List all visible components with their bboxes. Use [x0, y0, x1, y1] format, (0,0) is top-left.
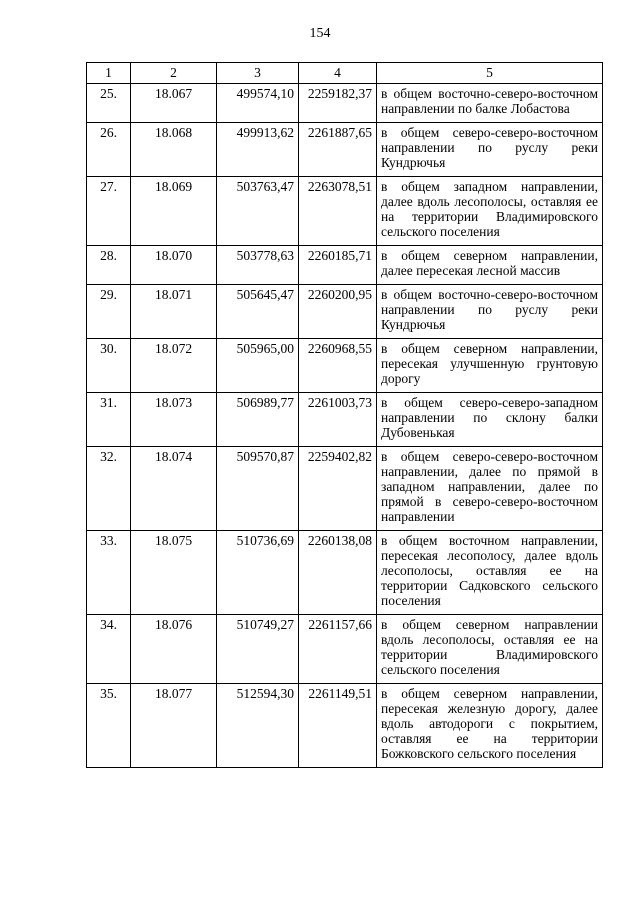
- table-row: [87, 84, 603, 123]
- table-row: [87, 447, 603, 531]
- coordinate-x-cell: 506989,77: [217, 393, 299, 447]
- coordinate-x-cell: 503778,63: [217, 246, 299, 285]
- table-row: [87, 285, 603, 339]
- boundary-description-cell: в общем восточном направлении, пересекая лесополосу, далее вдоль лесополосы, оставляя ее на территории Садковского сельского поселения: [377, 531, 603, 615]
- table-row: [87, 177, 603, 246]
- boundary-description-cell: в общем северо-северо-восточном направлении по руслу реки Кундрючья: [377, 123, 603, 177]
- coordinate-x-cell: 505645,47: [217, 285, 299, 339]
- header-col-2: 2: [131, 63, 217, 84]
- table-row: [87, 123, 603, 177]
- table-row: [87, 393, 603, 447]
- row-number-cell: 26.: [87, 123, 131, 177]
- boundary-description-cell: в общем северном направлении, далее пересекая лесной массив: [377, 246, 603, 285]
- coordinate-y-cell: 2260968,55: [299, 339, 377, 393]
- coordinate-y-cell: 2261149,51: [299, 684, 377, 768]
- boundary-description-cell: в общем северном направлении вдоль лесополосы, оставляя ее на территории Владимировского сельского поселения: [377, 615, 603, 684]
- coordinate-y-cell: 2263078,51: [299, 177, 377, 246]
- row-number-cell: 35.: [87, 684, 131, 768]
- coordinate-y-cell: 2259402,82: [299, 447, 377, 531]
- coordinate-y-cell: 2261157,66: [299, 615, 377, 684]
- coordinate-x-cell: 505965,00: [217, 339, 299, 393]
- table-body: [87, 84, 603, 768]
- point-code-cell: 18.075: [131, 531, 217, 615]
- coordinate-x-cell: 509570,87: [217, 447, 299, 531]
- table-row: [87, 615, 603, 684]
- boundary-description-cell: в общем северо-северо-западном направлении по склону балки Дубовенькая: [377, 393, 603, 447]
- coordinate-y-cell: 2259182,37: [299, 84, 377, 123]
- point-code-cell: 18.077: [131, 684, 217, 768]
- boundary-description-cell: в общем северном направлении, пересекая железную дорогу, далее вдоль автодороги с покрытием, оставляя ее на территории Божковского сельского поселения: [377, 684, 603, 768]
- table-row: [87, 339, 603, 393]
- point-code-cell: 18.073: [131, 393, 217, 447]
- table-row: [87, 531, 603, 615]
- row-number-cell: 32.: [87, 447, 131, 531]
- boundary-description-cell: в общем северо-северо-восточном направлении, далее по прямой в западном направлении, далее по прямой в северо-северо-восточном направлении: [377, 447, 603, 531]
- point-code-cell: 18.074: [131, 447, 217, 531]
- point-code-cell: 18.070: [131, 246, 217, 285]
- point-code-cell: 18.076: [131, 615, 217, 684]
- header-col-3: 3: [217, 63, 299, 84]
- coordinate-y-cell: 2261003,73: [299, 393, 377, 447]
- coordinate-x-cell: 503763,47: [217, 177, 299, 246]
- header-col-5: 5: [377, 63, 603, 84]
- row-number-cell: 25.: [87, 84, 131, 123]
- table-header-row: [87, 63, 603, 84]
- point-code-cell: 18.072: [131, 339, 217, 393]
- coordinate-y-cell: 2261887,65: [299, 123, 377, 177]
- coordinate-x-cell: 512594,30: [217, 684, 299, 768]
- row-number-cell: 27.: [87, 177, 131, 246]
- point-code-cell: 18.071: [131, 285, 217, 339]
- row-number-cell: 30.: [87, 339, 131, 393]
- row-number-cell: 34.: [87, 615, 131, 684]
- row-number-cell: 29.: [87, 285, 131, 339]
- table-row: [87, 684, 603, 768]
- coordinate-x-cell: 499913,62: [217, 123, 299, 177]
- boundary-description-cell: в общем восточно-северо-восточном направлении по балке Лобастова: [377, 84, 603, 123]
- header-col-4: 4: [299, 63, 377, 84]
- point-code-cell: 18.069: [131, 177, 217, 246]
- row-number-cell: 33.: [87, 531, 131, 615]
- row-number-cell: 31.: [87, 393, 131, 447]
- boundary-points-table: [86, 62, 603, 768]
- coordinate-x-cell: 510749,27: [217, 615, 299, 684]
- boundary-description-cell: в общем западном направлении, далее вдоль лесополосы, оставляя ее на территории Владимировского сельского поселения: [377, 177, 603, 246]
- header-col-1: 1: [87, 63, 131, 84]
- coordinate-y-cell: 2260200,95: [299, 285, 377, 339]
- row-number-cell: 28.: [87, 246, 131, 285]
- coordinate-y-cell: 2260138,08: [299, 531, 377, 615]
- boundary-description-cell: в общем восточно-северо-восточном направлении по руслу реки Кундрючья: [377, 285, 603, 339]
- coordinate-x-cell: 499574,10: [217, 84, 299, 123]
- page-number: 154: [309, 26, 331, 41]
- coordinate-y-cell: 2260185,71: [299, 246, 377, 285]
- coordinate-x-cell: 510736,69: [217, 531, 299, 615]
- point-code-cell: 18.067: [131, 84, 217, 123]
- table-row: [87, 246, 603, 285]
- boundary-description-cell: в общем северном направлении, пересекая улучшенную грунтовую дорогу: [377, 339, 603, 393]
- point-code-cell: 18.068: [131, 123, 217, 177]
